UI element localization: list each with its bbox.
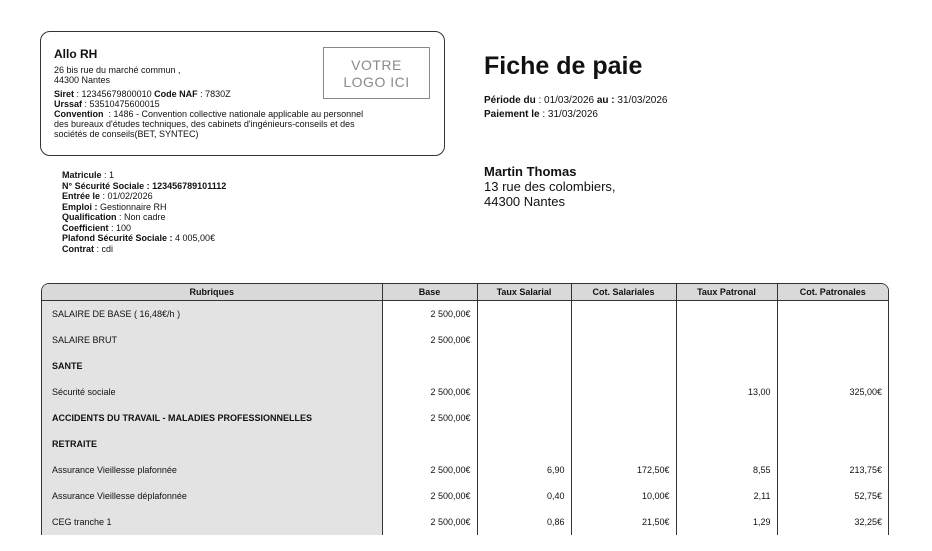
cell-cot-patronales: 213,75€: [777, 457, 888, 483]
column-header: Taux Salarial: [477, 284, 571, 301]
table-row: [42, 353, 888, 379]
table-row: [42, 509, 888, 535]
cell-taux-salarial: [477, 405, 571, 431]
cell-taux-patronal: [676, 431, 777, 457]
cell-rubrique: SALAIRE DE BASE ( 16,48€/h ): [42, 301, 382, 328]
cell-cot-patronales: 325,00€: [777, 379, 888, 405]
cell-taux-salarial: [477, 301, 571, 328]
detail-secu: [62, 181, 226, 192]
detail-value: Gestionnaire RH: [97, 201, 167, 212]
table-header-row: [42, 284, 888, 301]
logo-placeholder: [323, 47, 430, 99]
detail-label: Plafond Sécurité Sociale :: [62, 233, 173, 243]
payment-value: : 31/03/2026: [539, 109, 598, 120]
detail-label: Matricule: [62, 170, 102, 180]
table-row: [42, 379, 888, 405]
cell-cot-salariales: [571, 327, 676, 353]
cell-taux-salarial: 6,90: [477, 457, 571, 483]
detail-qualification: [62, 212, 226, 223]
convention-text-3: sociétés de conseils(BET, SYNTEC): [54, 129, 199, 139]
employer-address-line1: 26 bis rue du marché commun ,: [54, 65, 181, 75]
table-row: [42, 301, 888, 328]
period-block: [484, 94, 667, 122]
detail-coefficient: [62, 223, 226, 234]
cell-taux-patronal: 13,00: [676, 379, 777, 405]
period-from: : 01/03/2026: [535, 95, 597, 106]
naf-value: : 7830Z: [197, 89, 231, 99]
cell-cot-salariales: [571, 301, 676, 328]
table-row: [42, 405, 888, 431]
cell-cot-patronales: 52,75€: [777, 483, 888, 509]
column-header: Base: [382, 284, 477, 301]
convention-text-2: des bureaux d'études techniques, des cabinets d'ingénieurs-conseils et des: [54, 119, 355, 129]
cell-taux-patronal: [676, 327, 777, 353]
cell-cot-salariales: 21,50€: [571, 509, 676, 535]
employer-convention-line: [54, 109, 433, 119]
cell-base: 2 500,00€: [382, 327, 477, 353]
cell-rubrique: SANTE: [42, 353, 382, 379]
cell-cot-patronales: [777, 327, 888, 353]
urssaf-label: Urssaf: [54, 99, 83, 109]
cell-cot-salariales: 10,00€: [571, 483, 676, 509]
detail-plafond: [62, 233, 226, 244]
detail-value: : cdi: [94, 243, 114, 254]
detail-label: Entrée le: [62, 191, 101, 201]
cell-base: 2 500,00€: [382, 379, 477, 405]
cell-taux-salarial: [477, 431, 571, 457]
cell-taux-patronal: 2,11: [676, 483, 777, 509]
naf-label: Code NAF: [154, 89, 198, 99]
cell-taux-patronal: 8,55: [676, 457, 777, 483]
cell-cot-patronales: [777, 353, 888, 379]
cell-taux-patronal: [676, 353, 777, 379]
employer-name: Allo RH: [54, 47, 98, 61]
cell-cot-salariales: [571, 379, 676, 405]
cell-taux-patronal: 1,29: [676, 509, 777, 535]
employee-address-line2: 44300 Nantes: [484, 194, 565, 209]
cell-taux-salarial: 0,86: [477, 509, 571, 535]
cell-base: 2 500,00€: [382, 483, 477, 509]
detail-label: Contrat: [62, 243, 94, 254]
urssaf-value: : 53510475600015: [82, 99, 160, 109]
detail-label: N° Sécurité Sociale : 123456789101112: [62, 180, 227, 191]
cell-rubrique: RETRAITE: [42, 431, 382, 457]
payslip-table: [42, 284, 888, 535]
detail-value: : 1: [101, 170, 115, 180]
cell-taux-salarial: [477, 379, 571, 405]
cell-taux-patronal: [676, 405, 777, 431]
table-row: [42, 483, 888, 509]
logo-text-line2: LOGO ICI: [343, 74, 410, 90]
cell-cot-patronales: [777, 405, 888, 431]
detail-emploi: [62, 202, 226, 213]
cell-base: 2 500,00€: [382, 301, 477, 328]
payment-line: [484, 108, 667, 122]
cell-cot-salariales: 172,50€: [571, 457, 676, 483]
cell-cot-salariales: [571, 405, 676, 431]
cell-cot-patronales: [777, 431, 888, 457]
cell-cot-patronales: [777, 301, 888, 328]
column-header: Rubriques: [42, 284, 382, 301]
period-to-label: au :: [596, 95, 615, 106]
cell-cot-patronales: 32,25€: [777, 509, 888, 535]
page-title: Fiche de paie: [484, 52, 643, 80]
employer-address-line2: 44300 Nantes: [54, 75, 111, 85]
siret-value: : 12345679800010: [74, 89, 155, 99]
detail-value: : Non cadre: [116, 212, 166, 222]
detail-matricule: [62, 170, 226, 181]
detail-contrat: [62, 244, 226, 255]
detail-entree: [62, 191, 226, 202]
cell-cot-salariales: [571, 431, 676, 457]
cell-taux-salarial: [477, 327, 571, 353]
cell-rubrique: Assurance Vieillesse déplafonnée: [42, 483, 382, 509]
period-line: [484, 94, 667, 108]
cell-base: [382, 353, 477, 379]
detail-value: : 100: [108, 222, 132, 233]
logo-text-line1: VOTRE: [351, 57, 402, 73]
cell-base: 2 500,00€: [382, 509, 477, 535]
table-row: [42, 457, 888, 483]
table-row: [42, 431, 888, 457]
cell-rubrique: CEG tranche 1: [42, 509, 382, 535]
detail-label: Coefficient: [62, 222, 109, 233]
detail-value: 4 005,00€: [172, 233, 216, 243]
employee-name: Martin Thomas: [484, 164, 577, 179]
table-body: [42, 301, 888, 536]
period-label: Période du: [484, 95, 536, 106]
column-header: Taux Patronal: [676, 284, 777, 301]
convention-text-1: : 1486 - Convention collective nationale applicable au personnel: [103, 109, 364, 119]
cell-base: 2 500,00€: [382, 457, 477, 483]
siret-label: Siret: [54, 89, 75, 99]
detail-value: : 01/02/2026: [100, 191, 153, 201]
table-row: [42, 327, 888, 353]
cell-rubrique: Assurance Vieillesse plafonnée: [42, 457, 382, 483]
payment-label: Paiement le: [484, 109, 540, 120]
employer-urssaf-line: [54, 99, 433, 109]
payslip-table-wrapper: [41, 283, 889, 535]
employer-box: [40, 31, 445, 156]
employee-address-line1: 13 rue des colombiers,: [484, 179, 616, 194]
detail-label: Emploi :: [62, 201, 98, 212]
convention-label: Convention: [54, 109, 104, 119]
cell-taux-patronal: [676, 301, 777, 328]
cell-rubrique: ACCIDENTS DU TRAVAIL - MALADIES PROFESSIONNELLES: [42, 405, 382, 431]
column-header: Cot. Patronales: [777, 284, 888, 301]
cell-base: 2 500,00€: [382, 405, 477, 431]
cell-taux-salarial: 0,40: [477, 483, 571, 509]
cell-cot-salariales: [571, 353, 676, 379]
column-header: Cot. Salariales: [571, 284, 676, 301]
cell-rubrique: SALAIRE BRUT: [42, 327, 382, 353]
cell-base: [382, 431, 477, 457]
detail-label: Qualification: [62, 212, 117, 222]
period-to: 31/03/2026: [614, 95, 668, 106]
cell-taux-salarial: [477, 353, 571, 379]
employee-address-block: [484, 164, 616, 209]
employee-details: [62, 170, 226, 254]
cell-rubrique: Sécurité sociale: [42, 379, 382, 405]
